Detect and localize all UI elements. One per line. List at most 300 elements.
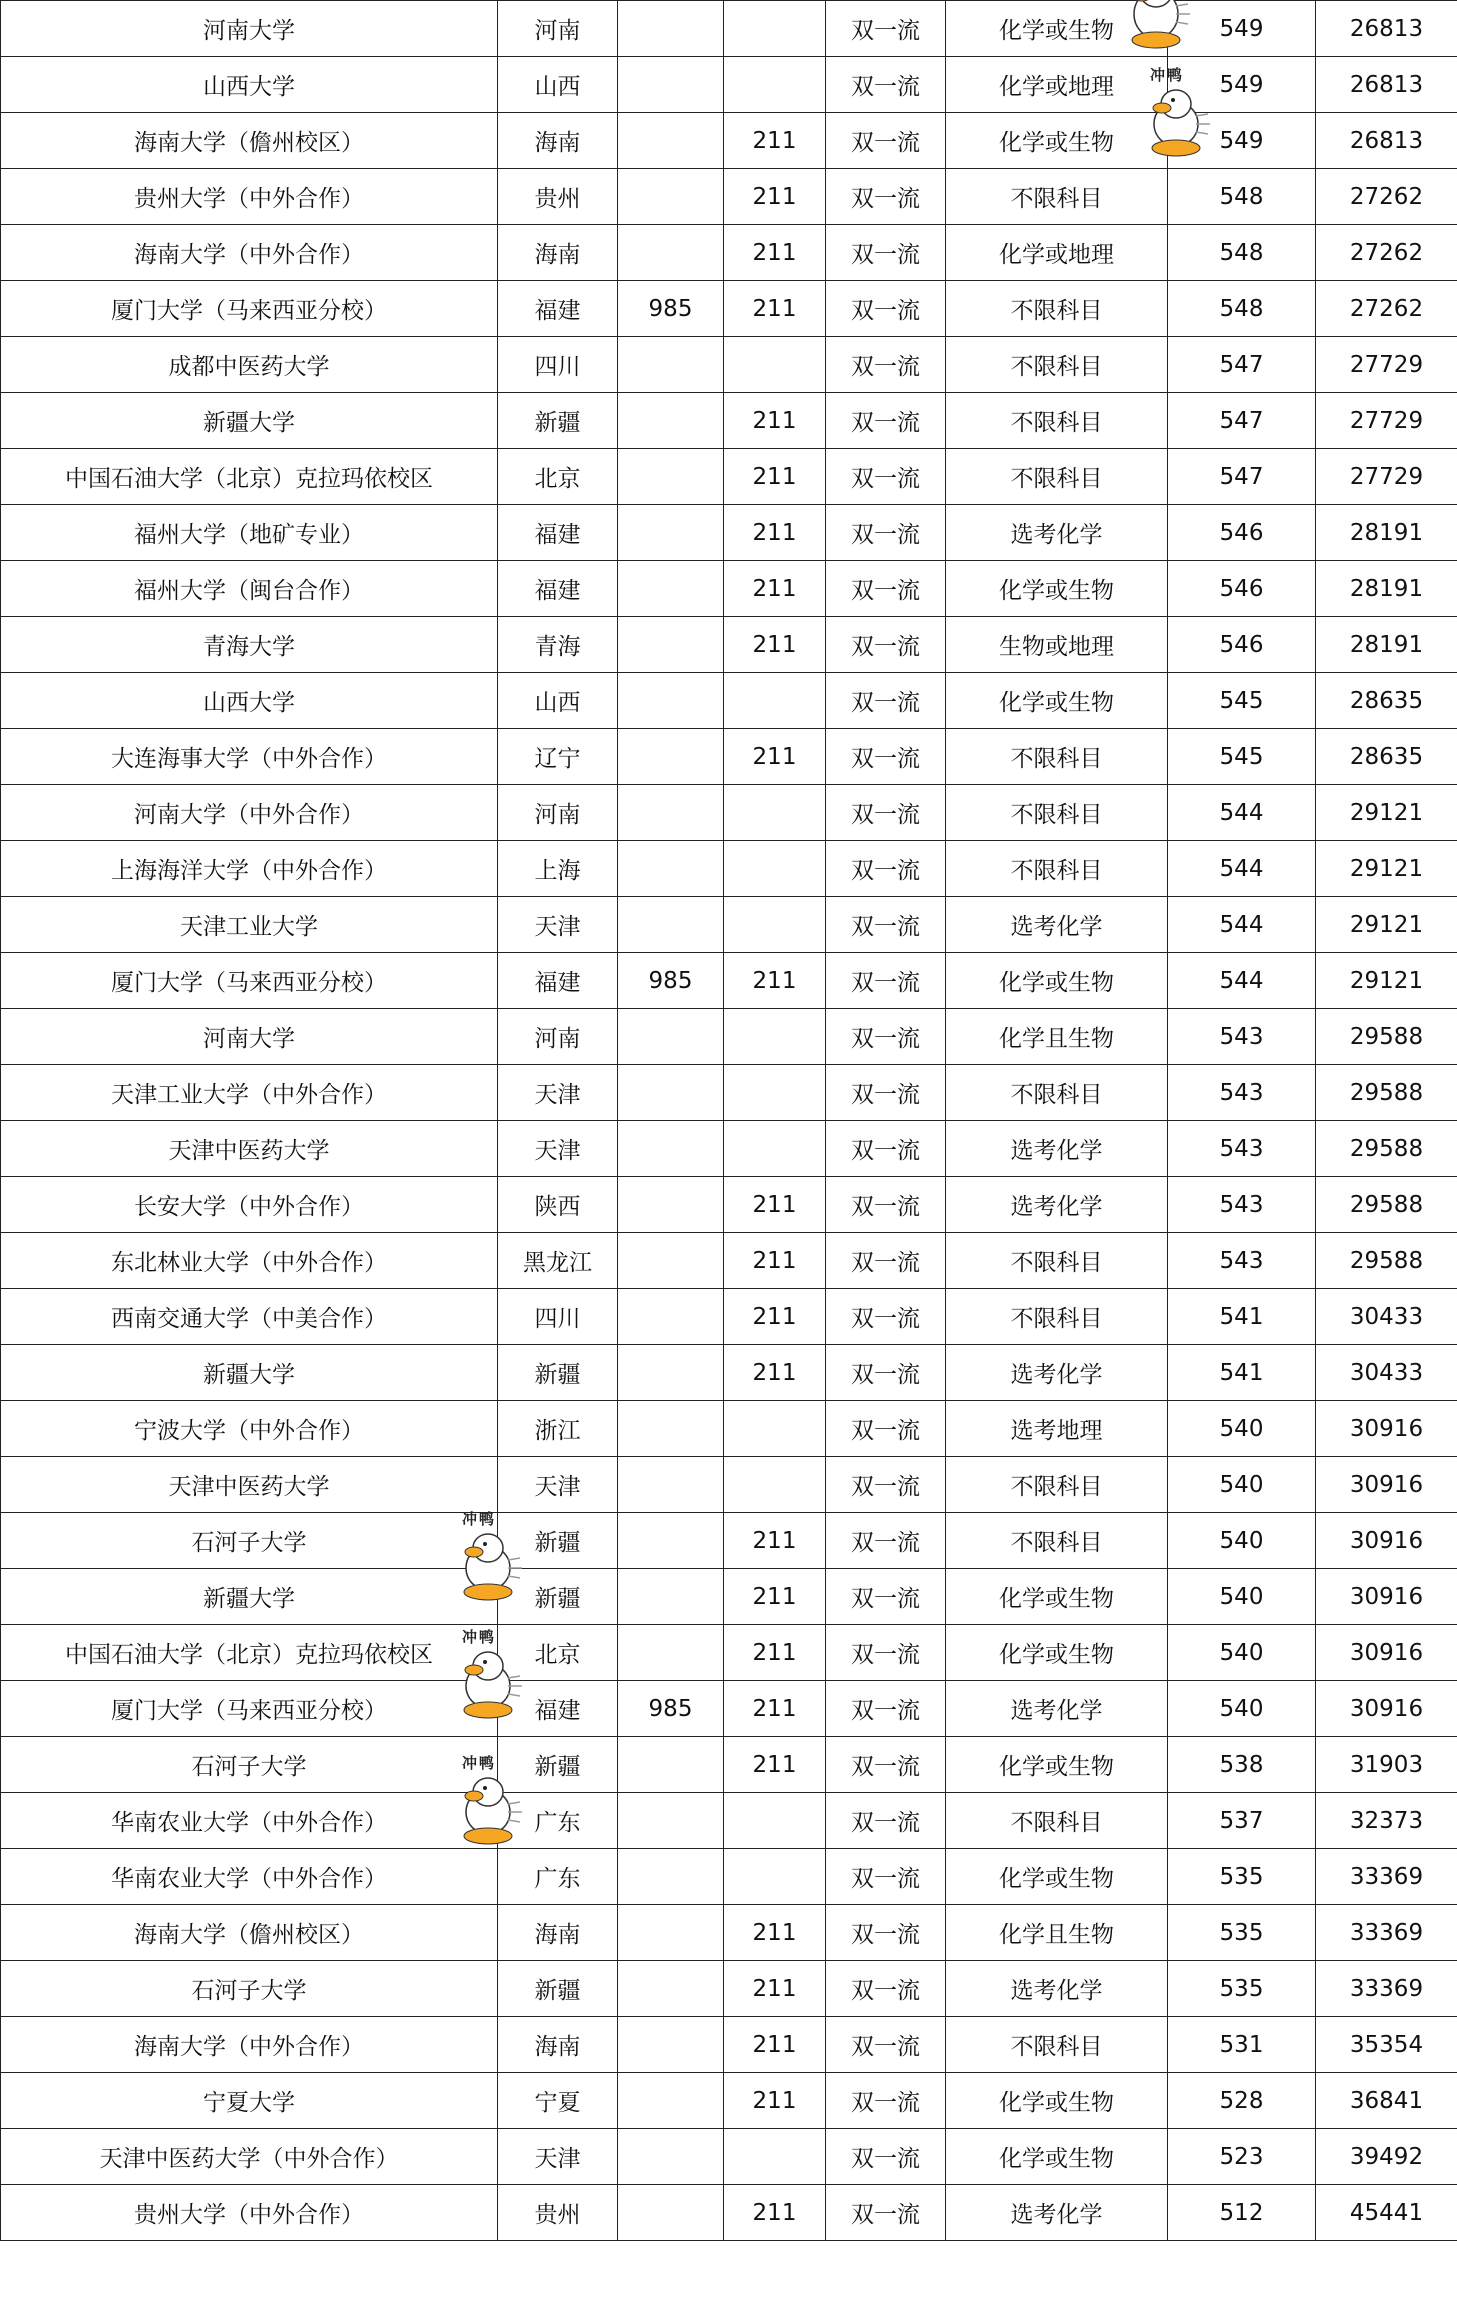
university-name-cell: 石河子大学 [1, 1961, 498, 2017]
double-first-class-cell: 双一流 [826, 505, 946, 561]
university-name-cell: 山西大学 [1, 57, 498, 113]
tag-985-cell [618, 673, 724, 729]
rank-cell: 28635 [1316, 673, 1457, 729]
university-name-cell: 福州大学（闽台合作） [1, 561, 498, 617]
duck-label: 冲鸭 [1150, 66, 1185, 84]
min-score-cell: 541 [1168, 1345, 1316, 1401]
university-name-cell: 大连海事大学（中外合作） [1, 729, 498, 785]
province-cell: 辽宁 [498, 729, 618, 785]
double-first-class-cell: 双一流 [826, 2017, 946, 2073]
double-first-class-cell: 双一流 [826, 953, 946, 1009]
tag-211-cell: 211 [724, 1681, 826, 1737]
subject-requirement-cell: 化学或生物 [946, 1849, 1168, 1905]
rank-cell: 28191 [1316, 505, 1457, 561]
university-name-cell: 海南大学（儋州校区） [1, 113, 498, 169]
university-name-cell: 石河子大学 [1, 1513, 498, 1569]
min-score-cell: 540 [1168, 1457, 1316, 1513]
province-cell: 黑龙江 [498, 1233, 618, 1289]
min-score-cell: 546 [1168, 617, 1316, 673]
rank-cell: 30916 [1316, 1457, 1457, 1513]
table-row [1, 449, 1457, 505]
table-row [1, 953, 1457, 1009]
rank-cell: 30433 [1316, 1289, 1457, 1345]
tag-211-cell [724, 337, 826, 393]
rank-cell: 31903 [1316, 1737, 1457, 1793]
tag-211-cell [724, 1849, 826, 1905]
tag-985-cell [618, 1289, 724, 1345]
min-score-cell: 540 [1168, 1401, 1316, 1457]
min-score-cell: 544 [1168, 897, 1316, 953]
double-first-class-cell: 双一流 [826, 1401, 946, 1457]
subject-requirement-cell: 选考化学 [946, 1345, 1168, 1401]
rank-cell: 26813 [1316, 1, 1457, 57]
table-row [1, 1009, 1457, 1065]
tag-211-cell: 211 [724, 617, 826, 673]
province-cell: 天津 [498, 1457, 618, 1513]
double-first-class-cell: 双一流 [826, 281, 946, 337]
tag-985-cell [618, 1513, 724, 1569]
min-score-cell: 540 [1168, 1569, 1316, 1625]
tag-211-cell: 211 [724, 1737, 826, 1793]
min-score-cell: 548 [1168, 169, 1316, 225]
subject-requirement-cell: 化学且生物 [946, 1905, 1168, 1961]
tag-985-cell [618, 57, 724, 113]
province-cell: 福建 [498, 1681, 618, 1737]
double-first-class-cell: 双一流 [826, 1233, 946, 1289]
min-score-cell: 549 [1168, 113, 1316, 169]
tag-985-cell [618, 337, 724, 393]
double-first-class-cell: 双一流 [826, 1849, 946, 1905]
tag-211-cell [724, 1, 826, 57]
province-cell: 山西 [498, 673, 618, 729]
subject-requirement-cell: 选考化学 [946, 1121, 1168, 1177]
double-first-class-cell: 双一流 [826, 169, 946, 225]
university-name-cell: 福州大学（地矿专业） [1, 505, 498, 561]
rank-cell: 29588 [1316, 1009, 1457, 1065]
min-score-cell: 544 [1168, 953, 1316, 1009]
min-score-cell: 523 [1168, 2129, 1316, 2185]
university-name-cell: 青海大学 [1, 617, 498, 673]
double-first-class-cell: 双一流 [826, 2073, 946, 2129]
min-score-cell: 547 [1168, 449, 1316, 505]
tag-211-cell: 211 [724, 225, 826, 281]
subject-requirement-cell: 化学或地理 [946, 225, 1168, 281]
tag-211-cell: 211 [724, 953, 826, 1009]
subject-requirement-cell: 不限科目 [946, 169, 1168, 225]
rank-cell: 28191 [1316, 561, 1457, 617]
double-first-class-cell: 双一流 [826, 1793, 946, 1849]
province-cell: 天津 [498, 1121, 618, 1177]
province-cell: 海南 [498, 113, 618, 169]
subject-requirement-cell: 不限科目 [946, 449, 1168, 505]
min-score-cell: 547 [1168, 337, 1316, 393]
province-cell: 贵州 [498, 169, 618, 225]
double-first-class-cell: 双一流 [826, 113, 946, 169]
subject-requirement-cell: 不限科目 [946, 337, 1168, 393]
university-name-cell: 成都中医药大学 [1, 337, 498, 393]
min-score-cell: 537 [1168, 1793, 1316, 1849]
tag-985-cell [618, 1625, 724, 1681]
university-name-cell: 海南大学（中外合作） [1, 225, 498, 281]
tag-985-cell [618, 2129, 724, 2185]
tag-211-cell [724, 841, 826, 897]
tag-211-cell [724, 1065, 826, 1121]
rank-cell: 30916 [1316, 1513, 1457, 1569]
min-score-cell: 540 [1168, 1513, 1316, 1569]
tag-985-cell [618, 1457, 724, 1513]
tag-985-cell [618, 505, 724, 561]
min-score-cell: 531 [1168, 2017, 1316, 2073]
university-name-cell: 天津工业大学 [1, 897, 498, 953]
min-score-cell: 548 [1168, 281, 1316, 337]
double-first-class-cell: 双一流 [826, 2129, 946, 2185]
rank-cell: 30916 [1316, 1569, 1457, 1625]
subject-requirement-cell: 化学且生物 [946, 1009, 1168, 1065]
min-score-cell: 543 [1168, 1177, 1316, 1233]
university-name-cell: 河南大学 [1, 1, 498, 57]
university-name-cell: 厦门大学（马来西亚分校） [1, 953, 498, 1009]
double-first-class-cell: 双一流 [826, 57, 946, 113]
subject-requirement-cell: 选考化学 [946, 505, 1168, 561]
double-first-class-cell: 双一流 [826, 449, 946, 505]
double-first-class-cell: 双一流 [826, 1569, 946, 1625]
subject-requirement-cell: 化学或生物 [946, 1569, 1168, 1625]
table-body [1, 1, 1457, 2241]
province-cell: 四川 [498, 1289, 618, 1345]
tag-211-cell [724, 2129, 826, 2185]
university-name-cell: 长安大学（中外合作） [1, 1177, 498, 1233]
tag-211-cell: 211 [724, 729, 826, 785]
province-cell: 福建 [498, 281, 618, 337]
subject-requirement-cell: 化学或生物 [946, 561, 1168, 617]
subject-requirement-cell: 化学或生物 [946, 2073, 1168, 2129]
subject-requirement-cell: 选考地理 [946, 1401, 1168, 1457]
double-first-class-cell: 双一流 [826, 1009, 946, 1065]
subject-requirement-cell: 化学或生物 [946, 673, 1168, 729]
university-name-cell: 石河子大学 [1, 1737, 498, 1793]
university-name-cell: 中国石油大学（北京）克拉玛依校区 [1, 449, 498, 505]
tag-985-cell: 985 [618, 953, 724, 1009]
table-row [1, 561, 1457, 617]
table-row [1, 1457, 1457, 1513]
tag-211-cell: 211 [724, 1345, 826, 1401]
duck-sticker [452, 1752, 526, 1848]
rank-cell: 30916 [1316, 1681, 1457, 1737]
rank-cell: 29588 [1316, 1121, 1457, 1177]
table-row [1, 1737, 1457, 1793]
province-cell: 上海 [498, 841, 618, 897]
table-row [1, 1289, 1457, 1345]
province-cell: 浙江 [498, 1401, 618, 1457]
tag-211-cell: 211 [724, 1177, 826, 1233]
min-score-cell: 546 [1168, 505, 1316, 561]
table-row [1, 2185, 1457, 2241]
rank-cell: 30916 [1316, 1401, 1457, 1457]
min-score-cell: 547 [1168, 393, 1316, 449]
table-row [1, 729, 1457, 785]
min-score-cell: 545 [1168, 673, 1316, 729]
rank-cell: 35354 [1316, 2017, 1457, 2073]
subject-requirement-cell: 化学或地理 [946, 57, 1168, 113]
rank-cell: 27262 [1316, 225, 1457, 281]
tag-985-cell [618, 2185, 724, 2241]
double-first-class-cell: 双一流 [826, 1065, 946, 1121]
min-score-cell: 540 [1168, 1625, 1316, 1681]
table-row [1, 57, 1457, 113]
table-row [1, 1625, 1457, 1681]
subject-requirement-cell: 选考化学 [946, 2185, 1168, 2241]
min-score-cell: 528 [1168, 2073, 1316, 2129]
subject-requirement-cell: 化学或生物 [946, 113, 1168, 169]
university-name-cell: 东北林业大学（中外合作） [1, 1233, 498, 1289]
tag-985-cell [618, 225, 724, 281]
rank-cell: 29588 [1316, 1177, 1457, 1233]
double-first-class-cell: 双一流 [826, 841, 946, 897]
rank-cell: 33369 [1316, 1849, 1457, 1905]
table-row [1, 505, 1457, 561]
table-row [1, 841, 1457, 897]
tag-211-cell: 211 [724, 561, 826, 617]
rank-cell: 36841 [1316, 2073, 1457, 2129]
tag-211-cell: 211 [724, 113, 826, 169]
subject-requirement-cell: 不限科目 [946, 1233, 1168, 1289]
tag-211-cell: 211 [724, 2185, 826, 2241]
university-name-cell: 天津中医药大学 [1, 1121, 498, 1177]
tag-211-cell [724, 1457, 826, 1513]
university-name-cell: 天津中医药大学 [1, 1457, 498, 1513]
university-name-cell: 中国石油大学（北京）克拉玛依校区 [1, 1625, 498, 1681]
province-cell: 新疆 [498, 1961, 618, 2017]
tag-985-cell [618, 1009, 724, 1065]
tag-211-cell [724, 897, 826, 953]
rank-cell: 27262 [1316, 169, 1457, 225]
subject-requirement-cell: 不限科目 [946, 1793, 1168, 1849]
min-score-cell: 543 [1168, 1009, 1316, 1065]
tag-211-cell: 211 [724, 505, 826, 561]
table-row [1, 897, 1457, 953]
tag-211-cell: 211 [724, 1289, 826, 1345]
province-cell: 河南 [498, 785, 618, 841]
subject-requirement-cell: 不限科目 [946, 785, 1168, 841]
tag-985-cell [618, 897, 724, 953]
tag-211-cell: 211 [724, 169, 826, 225]
subject-requirement-cell: 选考化学 [946, 1177, 1168, 1233]
min-score-cell: 543 [1168, 1121, 1316, 1177]
double-first-class-cell: 双一流 [826, 729, 946, 785]
rank-cell: 29588 [1316, 1233, 1457, 1289]
university-name-cell: 天津工业大学（中外合作） [1, 1065, 498, 1121]
university-name-cell: 华南农业大学（中外合作） [1, 1793, 498, 1849]
min-score-cell: 538 [1168, 1737, 1316, 1793]
rank-cell: 30916 [1316, 1625, 1457, 1681]
subject-requirement-cell: 化学或生物 [946, 953, 1168, 1009]
table-row [1, 1177, 1457, 1233]
university-name-cell: 天津中医药大学（中外合作） [1, 2129, 498, 2185]
tag-985-cell [618, 1345, 724, 1401]
duck-sticker [452, 1508, 526, 1604]
tag-985-cell [618, 1233, 724, 1289]
university-name-cell: 山西大学 [1, 673, 498, 729]
table-row [1, 1849, 1457, 1905]
table-row [1, 1793, 1457, 1849]
subject-requirement-cell: 不限科目 [946, 1065, 1168, 1121]
university-name-cell: 河南大学（中外合作） [1, 785, 498, 841]
university-name-cell: 海南大学（中外合作） [1, 2017, 498, 2073]
province-cell: 新疆 [498, 1569, 618, 1625]
province-cell: 四川 [498, 337, 618, 393]
double-first-class-cell: 双一流 [826, 2185, 946, 2241]
tag-211-cell: 211 [724, 1905, 826, 1961]
duck-label: 冲鸭 [462, 1510, 497, 1528]
tag-211-cell: 211 [724, 1961, 826, 2017]
rank-cell: 27729 [1316, 393, 1457, 449]
subject-requirement-cell: 不限科目 [946, 729, 1168, 785]
subject-requirement-cell: 不限科目 [946, 1457, 1168, 1513]
rank-cell: 33369 [1316, 1905, 1457, 1961]
province-cell: 天津 [498, 1065, 618, 1121]
min-score-cell: 543 [1168, 1065, 1316, 1121]
table-row [1, 169, 1457, 225]
university-name-cell: 宁波大学（中外合作） [1, 1401, 498, 1457]
university-name-cell: 新疆大学 [1, 1569, 498, 1625]
double-first-class-cell: 双一流 [826, 1121, 946, 1177]
tag-985-cell [618, 1569, 724, 1625]
duck-label: 冲鸭 [462, 1628, 497, 1646]
rank-cell: 29121 [1316, 897, 1457, 953]
table-row [1, 1, 1457, 57]
tag-985-cell [618, 1, 724, 57]
tag-985-cell [618, 1961, 724, 2017]
double-first-class-cell: 双一流 [826, 393, 946, 449]
tag-985-cell: 985 [618, 281, 724, 337]
tag-985-cell [618, 729, 724, 785]
double-first-class-cell: 双一流 [826, 897, 946, 953]
subject-requirement-cell: 不限科目 [946, 393, 1168, 449]
double-first-class-cell: 双一流 [826, 225, 946, 281]
double-first-class-cell: 双一流 [826, 561, 946, 617]
rank-cell: 29121 [1316, 785, 1457, 841]
subject-requirement-cell: 不限科目 [946, 281, 1168, 337]
table-row [1, 673, 1457, 729]
subject-requirement-cell: 化学或生物 [946, 2129, 1168, 2185]
tag-211-cell [724, 1009, 826, 1065]
rank-cell: 29121 [1316, 841, 1457, 897]
rank-cell: 32373 [1316, 1793, 1457, 1849]
tag-211-cell: 211 [724, 1233, 826, 1289]
university-name-cell: 宁夏大学 [1, 2073, 498, 2129]
double-first-class-cell: 双一流 [826, 337, 946, 393]
min-score-cell: 549 [1168, 57, 1316, 113]
min-score-cell: 535 [1168, 1905, 1316, 1961]
tag-211-cell: 211 [724, 1625, 826, 1681]
tag-985-cell [618, 1849, 724, 1905]
double-first-class-cell: 双一流 [826, 1681, 946, 1737]
tag-985-cell [618, 785, 724, 841]
tag-985-cell [618, 113, 724, 169]
duck-sticker [1140, 64, 1214, 160]
rank-cell: 30433 [1316, 1345, 1457, 1401]
tag-211-cell: 211 [724, 281, 826, 337]
province-cell: 福建 [498, 953, 618, 1009]
subject-requirement-cell: 选考化学 [946, 1961, 1168, 2017]
tag-985-cell [618, 617, 724, 673]
university-name-cell: 贵州大学（中外合作） [1, 2185, 498, 2241]
tag-985-cell [618, 2017, 724, 2073]
table-row [1, 337, 1457, 393]
table-row [1, 1233, 1457, 1289]
table-row [1, 393, 1457, 449]
table-row [1, 1401, 1457, 1457]
double-first-class-cell: 双一流 [826, 673, 946, 729]
province-cell: 宁夏 [498, 2073, 618, 2129]
min-score-cell: 548 [1168, 225, 1316, 281]
university-name-cell: 厦门大学（马来西亚分校） [1, 281, 498, 337]
rank-cell: 27729 [1316, 337, 1457, 393]
table-row [1, 1681, 1457, 1737]
university-name-cell: 上海海洋大学（中外合作） [1, 841, 498, 897]
min-score-cell: 512 [1168, 2185, 1316, 2241]
subject-requirement-cell: 不限科目 [946, 841, 1168, 897]
tag-985-cell: 985 [618, 1681, 724, 1737]
rank-cell: 39492 [1316, 2129, 1457, 2185]
double-first-class-cell: 双一流 [826, 1345, 946, 1401]
table-row [1, 2129, 1457, 2185]
subject-requirement-cell: 化学或生物 [946, 1, 1168, 57]
province-cell: 北京 [498, 449, 618, 505]
min-score-cell: 540 [1168, 1681, 1316, 1737]
min-score-cell: 535 [1168, 1849, 1316, 1905]
province-cell: 青海 [498, 617, 618, 673]
province-cell: 福建 [498, 505, 618, 561]
tag-211-cell [724, 57, 826, 113]
double-first-class-cell: 双一流 [826, 1177, 946, 1233]
double-first-class-cell: 双一流 [826, 1961, 946, 2017]
table-row [1, 785, 1457, 841]
double-first-class-cell: 双一流 [826, 1289, 946, 1345]
province-cell: 新疆 [498, 393, 618, 449]
double-first-class-cell: 双一流 [826, 1, 946, 57]
tag-211-cell [724, 673, 826, 729]
province-cell: 河南 [498, 1, 618, 57]
table-row [1, 113, 1457, 169]
double-first-class-cell: 双一流 [826, 1905, 946, 1961]
subject-requirement-cell: 不限科目 [946, 2017, 1168, 2073]
table-row [1, 2073, 1457, 2129]
double-first-class-cell: 双一流 [826, 1737, 946, 1793]
tag-985-cell [618, 841, 724, 897]
tag-985-cell [618, 1793, 724, 1849]
table-row [1, 281, 1457, 337]
university-name-cell: 西南交通大学（中美合作） [1, 1289, 498, 1345]
duck-sticker [452, 1626, 526, 1722]
duck-icon [1120, 0, 1194, 52]
table-row [1, 225, 1457, 281]
duck-sticker [1120, 0, 1194, 52]
tag-211-cell: 211 [724, 393, 826, 449]
province-cell: 北京 [498, 1625, 618, 1681]
tag-211-cell [724, 1401, 826, 1457]
subject-requirement-cell: 选考化学 [946, 1681, 1168, 1737]
min-score-cell: 535 [1168, 1961, 1316, 2017]
university-name-cell: 河南大学 [1, 1009, 498, 1065]
rank-cell: 26813 [1316, 113, 1457, 169]
tag-985-cell [618, 1177, 724, 1233]
university-name-cell: 新疆大学 [1, 393, 498, 449]
tag-985-cell [618, 2073, 724, 2129]
tag-211-cell: 211 [724, 1513, 826, 1569]
min-score-cell: 544 [1168, 841, 1316, 897]
province-cell: 广东 [498, 1793, 618, 1849]
